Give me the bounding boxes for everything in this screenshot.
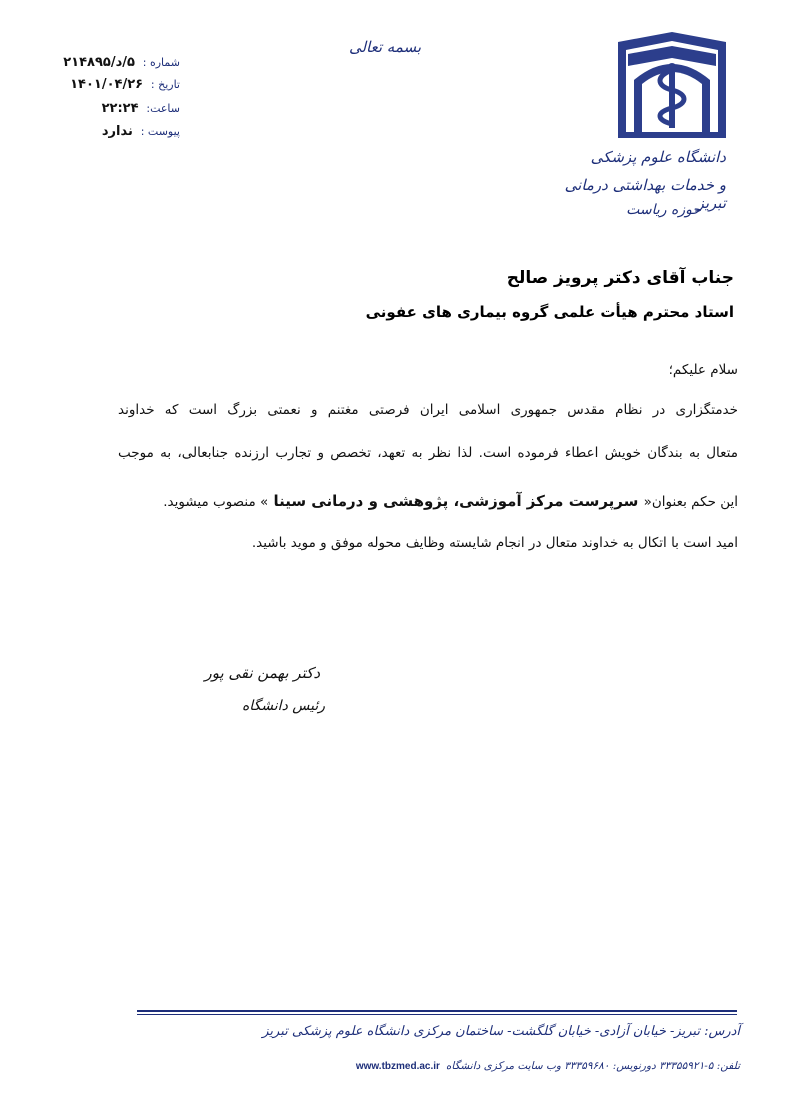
appointment-suffix: » منصوب میشوید. [163,494,269,510]
university-name-line1: دانشگاه علوم پزشکی [590,148,726,166]
letter-attachment-value: ندارد [101,124,133,139]
greeting: سلام علیکم؛ [668,362,738,378]
paragraph-1-line-1: خدمتگزاری در نظام مقدس جمهوری اسلامی ایران فرصتی مغتنم و نعمتی بزرگ است که خداوند [118,402,738,418]
signatory-title: رئیس دانشگاه [241,698,325,714]
recipient-name: جناب آقای دکتر پرویز صالح [506,268,734,288]
letter-attachment-label: پیوست : [140,125,180,138]
paragraph-1-line-2: متعال به بندگان خویش اعطاء فرموده است. لذا نظر به تعهد، تخصص و تجارب ارزنده جنابعالی، به موجب [118,445,738,461]
letter-time-label: ساعت: [146,102,180,115]
footer-divider-thin [137,1014,737,1015]
letter-attachment-row [40,124,180,139]
footer-website-link[interactable]: www.tbzmed.ac.ir [355,1061,440,1072]
footer-contact [180,1060,740,1072]
paragraph-1-line-3 [118,492,738,510]
appointment-prefix: این حکم بعنوان« [643,494,738,510]
letter-number-value: ۵/د/۲۱۴۸۹۵ [63,55,135,70]
footer-address: آدرس: تبریز- خیابان آزادی- خیابان گلگشت- ساختمان مرکزی دانشگاه علوم پزشکی تبریز [262,1024,740,1039]
appointment-position: سرپرست مرکز آموزشی، پژوهشی و درمانی سینا [268,492,644,510]
letter-date-row [40,77,180,92]
footer-contact-text: تلفن: ۵-۳۳۳۵۵۹۲۱ دورنویس: ۳۳۳۵۹۶۸۰ وب سایت مرکزی دانشگاه [445,1060,740,1072]
university-logo-icon [612,28,732,148]
office-name: حوزه ریاست [626,202,701,218]
footer-divider [137,1010,737,1012]
letter-date-value: ۱۴۰۱/۰۴/۲۶ [70,77,144,92]
letter-time-value: ۲۲:۲۴ [101,101,139,116]
university-name-line2: و خدمات بهداشتی درمانی تبریز [564,176,726,212]
basmala-heading: بسمه تعالی [348,38,422,56]
paragraph-2: امید است با اتکال به خداوند متعال در انجام شایسته وظایف محوله موفق و موید باشید. [251,535,738,551]
letter-number-row [40,55,180,70]
recipient-title: استاد محترم هیأت علمی گروه بیماری های عفونی [365,303,734,321]
letter-time-row [40,101,180,116]
letter-date-label: تاریخ : [150,78,180,91]
letter-number-label: شماره : [142,56,180,69]
signatory-name: دکتر بهمن نقی پور [204,664,320,682]
